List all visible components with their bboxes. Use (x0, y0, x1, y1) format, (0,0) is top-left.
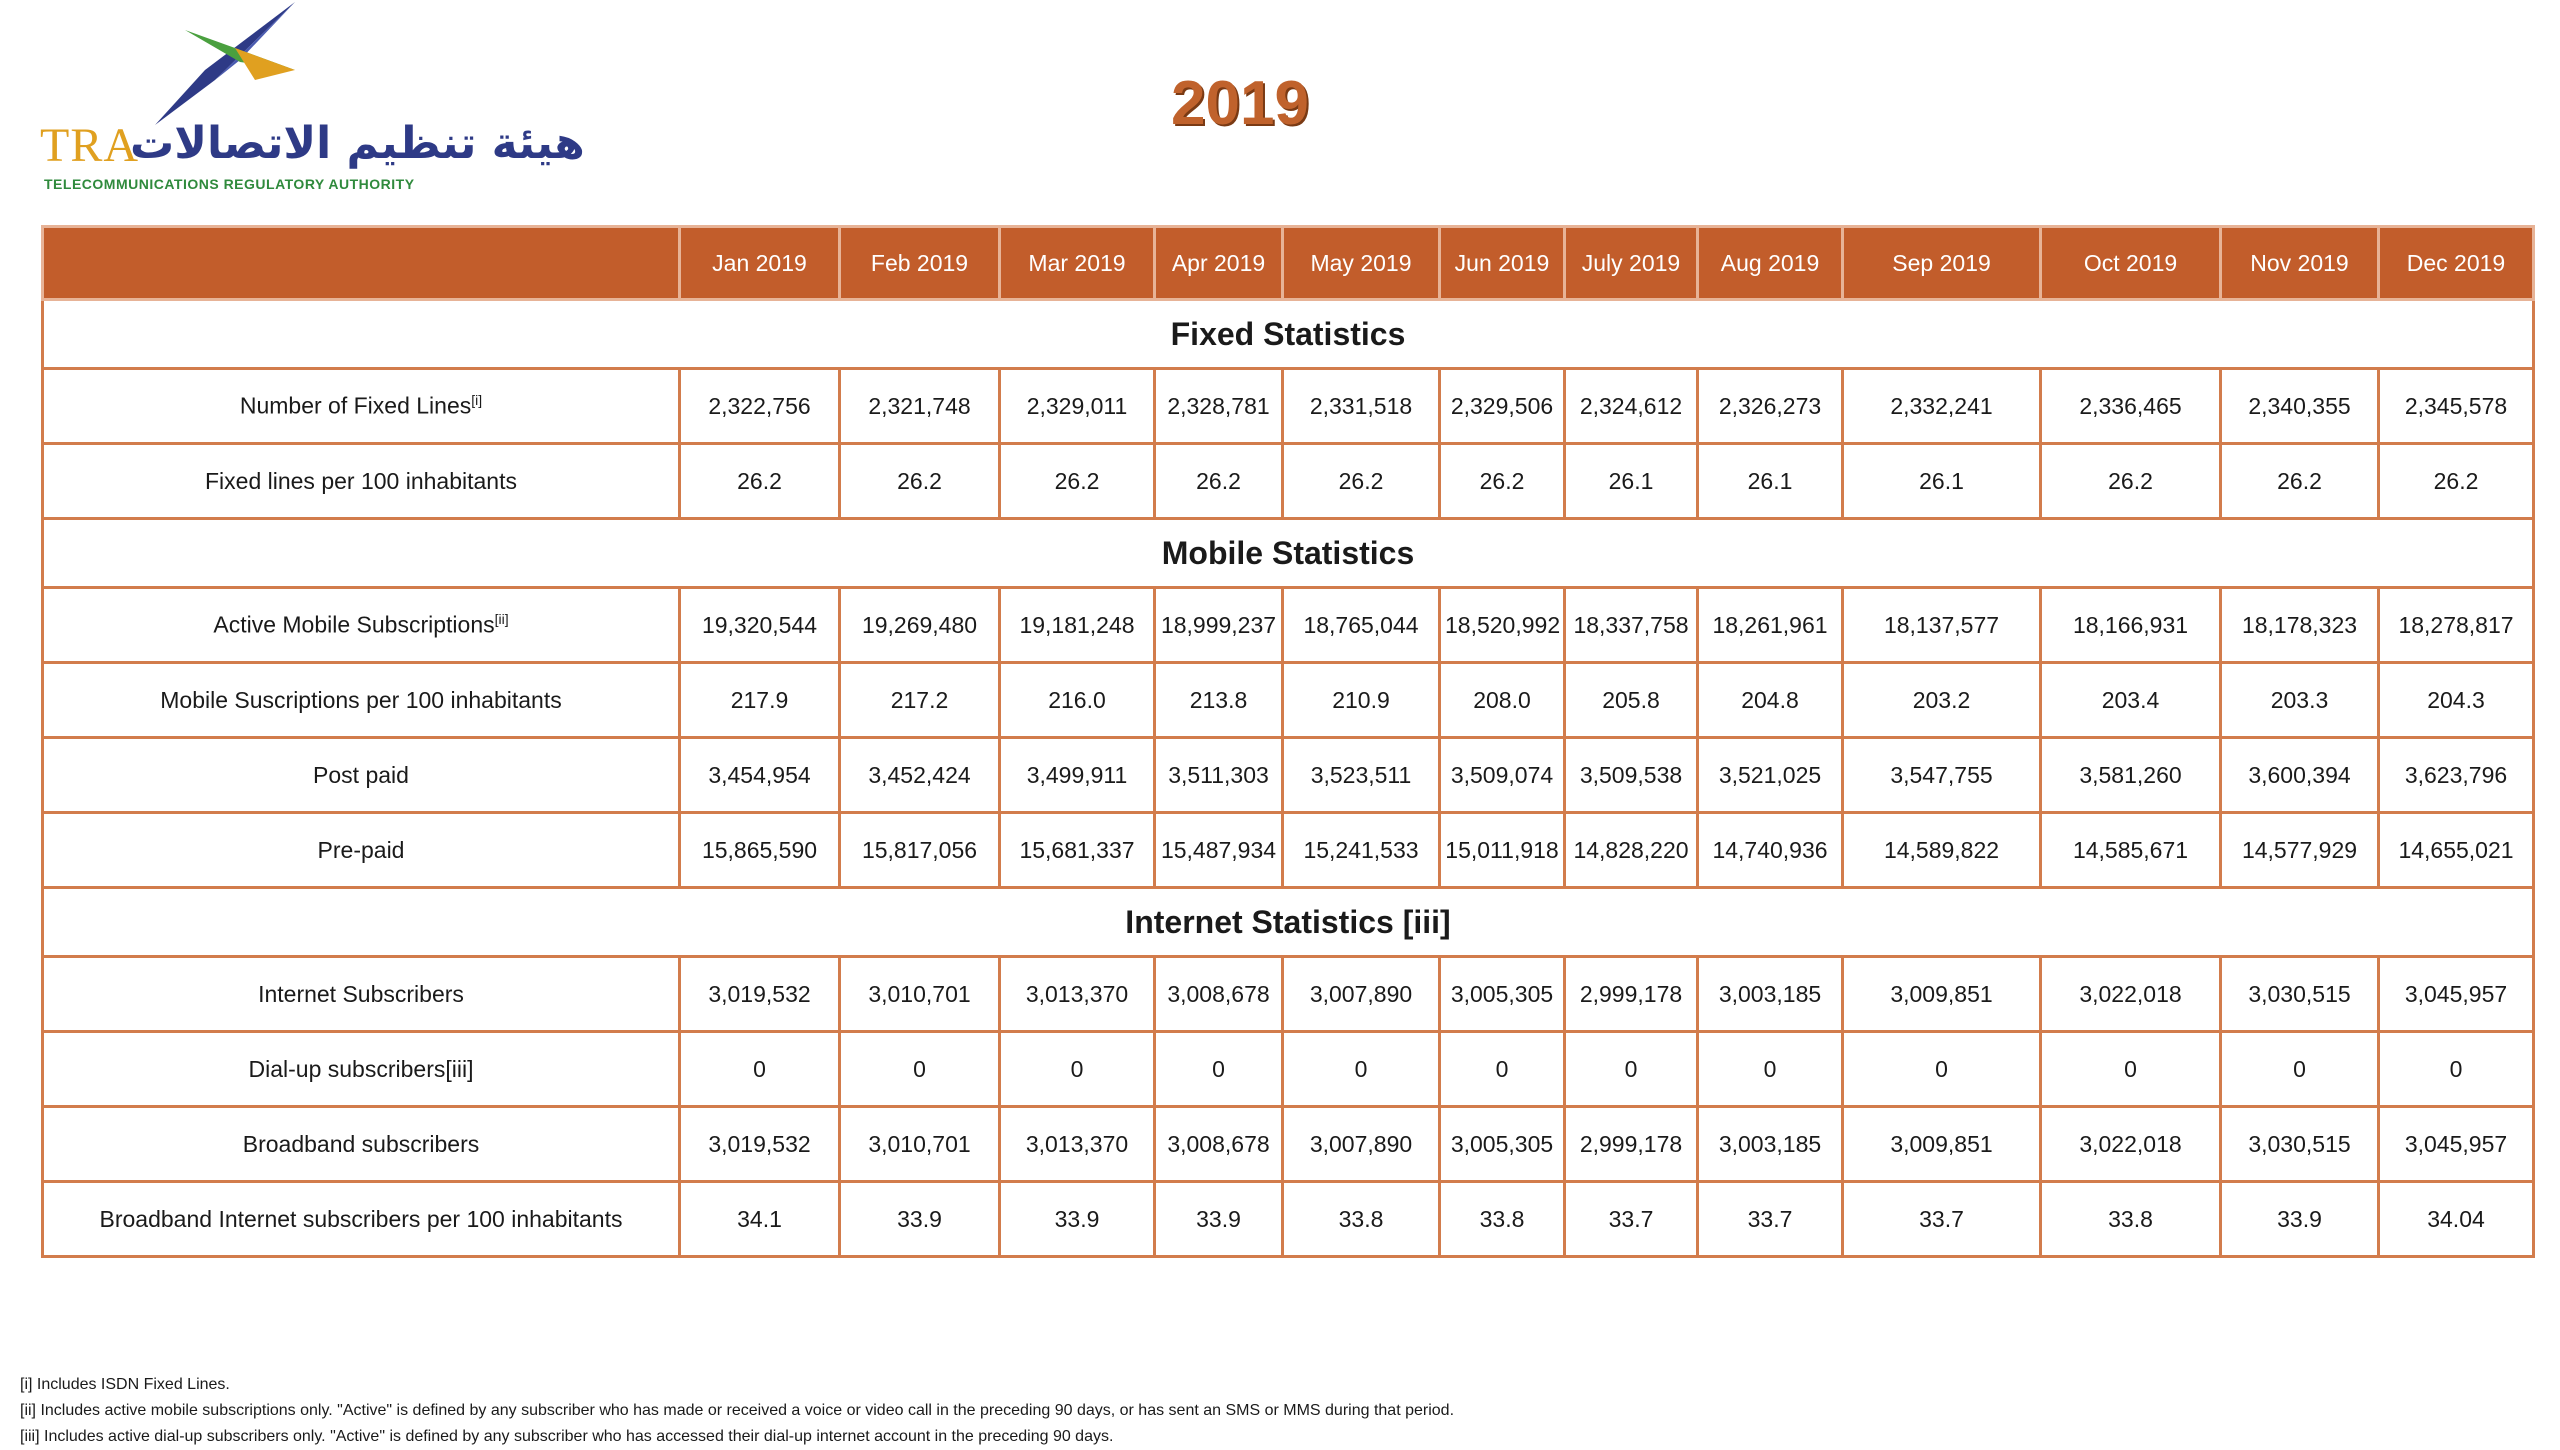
row-label: Mobile Suscriptions per 100 inhabitants (160, 686, 562, 713)
value-cell: 3,013,370 (1000, 957, 1155, 1032)
month-header: Nov 2019 (2221, 227, 2379, 300)
value-cell: 18,261,961 (1698, 588, 1843, 663)
value-cell: 14,577,929 (2221, 813, 2379, 888)
row-label: Broadband Internet subscribers per 100 inhabitants (99, 1205, 623, 1232)
value-cell: 26.1 (1843, 444, 2041, 519)
row-label-cell (43, 444, 680, 519)
value-cell: 2,332,241 (1843, 369, 2041, 444)
value-cell: 205.8 (1565, 663, 1698, 738)
value-cell: 26.2 (2221, 444, 2379, 519)
row-label-cell (43, 663, 680, 738)
footnotes (20, 1372, 1454, 1450)
value-cell: 3,030,515 (2221, 1107, 2379, 1182)
month-header: Feb 2019 (840, 227, 1000, 300)
value-cell: 3,022,018 (2041, 957, 2221, 1032)
value-cell: 3,454,954 (680, 738, 840, 813)
footnote-line: [ii] Includes active mobile subscriptions only. "Active" is defined by any subscriber who has made or received a voice or video call in the preceding 90 days, or has sent an SMS or MMS during that period. (20, 1402, 1455, 1419)
value-cell: 33.7 (1698, 1182, 1843, 1257)
value-cell: 3,009,851 (1843, 1107, 2041, 1182)
footnote-marker: [ii] (494, 611, 509, 628)
value-cell: 0 (1440, 1032, 1565, 1107)
value-cell: 33.9 (840, 1182, 1000, 1257)
value-cell: 18,166,931 (2041, 588, 2221, 663)
value-cell: 3,019,532 (680, 957, 840, 1032)
value-cell: 18,765,044 (1283, 588, 1440, 663)
value-cell: 3,521,025 (1698, 738, 1843, 813)
row-label-cell (43, 738, 680, 813)
value-cell: 14,589,822 (1843, 813, 2041, 888)
month-header: Oct 2019 (2041, 227, 2221, 300)
value-cell: 204.3 (2379, 663, 2534, 738)
value-cell: 33.7 (1565, 1182, 1698, 1257)
value-cell: 33.8 (1440, 1182, 1565, 1257)
month-header: July 2019 (1565, 227, 1698, 300)
row-label-cell (43, 1032, 680, 1107)
row-label-cell (43, 957, 680, 1032)
month-header: Mar 2019 (1000, 227, 1155, 300)
value-cell: 3,007,890 (1283, 957, 1440, 1032)
value-cell: 3,499,911 (1000, 738, 1155, 813)
value-cell: 3,509,074 (1440, 738, 1565, 813)
value-cell: 2,999,178 (1565, 957, 1698, 1032)
value-cell: 15,487,934 (1155, 813, 1283, 888)
table-row (43, 588, 2534, 663)
month-header: Apr 2019 (1155, 227, 1283, 300)
month-header: Jun 2019 (1440, 227, 1565, 300)
value-cell: 3,509,538 (1565, 738, 1698, 813)
value-cell: 33.7 (1843, 1182, 2041, 1257)
value-cell: 3,005,305 (1440, 957, 1565, 1032)
value-cell: 203.3 (2221, 663, 2379, 738)
table-row (43, 1032, 2534, 1107)
value-cell: 19,181,248 (1000, 588, 1155, 663)
value-cell: 216.0 (1000, 663, 1155, 738)
value-cell: 0 (1698, 1032, 1843, 1107)
value-cell: 0 (1283, 1032, 1440, 1107)
value-cell: 26.2 (2041, 444, 2221, 519)
value-cell: 0 (2041, 1032, 2221, 1107)
table-row (43, 813, 2534, 888)
value-cell: 3,005,305 (1440, 1107, 1565, 1182)
value-cell: 3,523,511 (1283, 738, 1440, 813)
value-cell: 2,328,781 (1155, 369, 1283, 444)
value-cell: 2,329,506 (1440, 369, 1565, 444)
value-cell: 26.2 (680, 444, 840, 519)
value-cell: 0 (1843, 1032, 2041, 1107)
value-cell: 26.1 (1698, 444, 1843, 519)
row-label-cell (43, 369, 680, 444)
row-label: Post paid (313, 761, 409, 788)
value-cell: 15,817,056 (840, 813, 1000, 888)
value-cell: 203.4 (2041, 663, 2221, 738)
section-title: Mobile Statistics (43, 519, 2534, 588)
value-cell: 33.9 (1000, 1182, 1155, 1257)
row-label-cell (43, 588, 680, 663)
value-cell: 15,681,337 (1000, 813, 1155, 888)
row-label-cell (43, 813, 680, 888)
value-cell: 2,336,465 (2041, 369, 2221, 444)
value-cell: 3,022,018 (2041, 1107, 2221, 1182)
value-cell: 15,011,918 (1440, 813, 1565, 888)
year-title: 2019 (1171, 69, 1309, 138)
value-cell: 34.04 (2379, 1182, 2534, 1257)
section-row (43, 300, 2534, 369)
value-cell: 0 (2379, 1032, 2534, 1107)
value-cell: 3,010,701 (840, 1107, 1000, 1182)
value-cell: 3,600,394 (2221, 738, 2379, 813)
logo-arabic-text: هيئة تنظيم الاتصالات (130, 118, 585, 169)
value-cell: 15,865,590 (680, 813, 840, 888)
section-title: Fixed Statistics (43, 300, 2534, 369)
value-cell: 3,452,424 (840, 738, 1000, 813)
value-cell: 2,324,612 (1565, 369, 1698, 444)
row-label: Number of Fixed Lines (239, 392, 472, 419)
value-cell: 2,999,178 (1565, 1107, 1698, 1182)
header-blank-cell (43, 227, 680, 300)
value-cell: 18,137,577 (1843, 588, 2041, 663)
row-label: Internet Subscribers (258, 980, 464, 1007)
value-cell: 15,241,533 (1283, 813, 1440, 888)
month-header: Jan 2019 (680, 227, 840, 300)
value-cell: 203.2 (1843, 663, 2041, 738)
row-label: Active Mobile Subscriptions (213, 611, 495, 638)
value-cell: 3,019,532 (680, 1107, 840, 1182)
value-cell: 3,008,678 (1155, 1107, 1283, 1182)
row-label-cell (43, 1182, 680, 1257)
value-cell: 217.9 (680, 663, 840, 738)
value-cell: 19,269,480 (840, 588, 1000, 663)
footnote-marker: [i] (471, 392, 483, 409)
month-header: Dec 2019 (2379, 227, 2534, 300)
footnote-line: [iii] Includes active dial-up subscribers only. "Active" is defined by any subscriber who has accessed their dial-up internet account in the preceding 90 days. (20, 1428, 1114, 1445)
row-label: Dial-up subscribers[iii] (248, 1055, 474, 1082)
value-cell: 34.1 (680, 1182, 840, 1257)
value-cell: 33.8 (2041, 1182, 2221, 1257)
value-cell: 3,003,185 (1698, 1107, 1843, 1182)
row-label: Pre-paid (317, 836, 405, 863)
value-cell: 18,278,817 (2379, 588, 2534, 663)
value-cell: 33.8 (1283, 1182, 1440, 1257)
value-cell: 0 (2221, 1032, 2379, 1107)
table-row (43, 1182, 2534, 1257)
value-cell: 0 (1155, 1032, 1283, 1107)
value-cell: 3,007,890 (1283, 1107, 1440, 1182)
value-cell: 19,320,544 (680, 588, 840, 663)
value-cell: 2,329,011 (1000, 369, 1155, 444)
value-cell: 14,828,220 (1565, 813, 1698, 888)
table-row (43, 663, 2534, 738)
value-cell: 0 (1565, 1032, 1698, 1107)
value-cell: 26.2 (1283, 444, 1440, 519)
value-cell: 213.8 (1155, 663, 1283, 738)
table-row (43, 957, 2534, 1032)
value-cell: 3,045,957 (2379, 957, 2534, 1032)
section-row (43, 519, 2534, 588)
footnote-line: [i] Includes ISDN Fixed Lines. (20, 1376, 230, 1393)
value-cell: 0 (680, 1032, 840, 1107)
value-cell: 3,010,701 (840, 957, 1000, 1032)
header-row (43, 227, 2534, 300)
table-row (43, 1107, 2534, 1182)
value-cell: 204.8 (1698, 663, 1843, 738)
value-cell: 3,623,796 (2379, 738, 2534, 813)
value-cell: 3,581,260 (2041, 738, 2221, 813)
value-cell: 14,585,671 (2041, 813, 2221, 888)
logo-subtitle: TELECOMMUNICATIONS REGULATORY AUTHORITY (44, 176, 415, 192)
value-cell: 2,326,273 (1698, 369, 1843, 444)
value-cell: 26.1 (1565, 444, 1698, 519)
statistics-table (41, 225, 2535, 1258)
value-cell: 2,321,748 (840, 369, 1000, 444)
value-cell: 0 (1000, 1032, 1155, 1107)
value-cell: 26.2 (1440, 444, 1565, 519)
month-header: Aug 2019 (1698, 227, 1843, 300)
value-cell: 3,013,370 (1000, 1107, 1155, 1182)
value-cell: 26.2 (1155, 444, 1283, 519)
month-header: Sep 2019 (1843, 227, 2041, 300)
value-cell: 33.9 (1155, 1182, 1283, 1257)
value-cell: 3,003,185 (1698, 957, 1843, 1032)
value-cell: 3,511,303 (1155, 738, 1283, 813)
value-cell: 208.0 (1440, 663, 1565, 738)
value-cell: 2,322,756 (680, 369, 840, 444)
value-cell: 2,331,518 (1283, 369, 1440, 444)
value-cell: 2,340,355 (2221, 369, 2379, 444)
value-cell: 3,030,515 (2221, 957, 2379, 1032)
tra-logo (40, 0, 585, 200)
value-cell: 26.2 (840, 444, 1000, 519)
table-row (43, 738, 2534, 813)
value-cell: 14,740,936 (1698, 813, 1843, 888)
section-title: Internet Statistics [iii] (43, 888, 2534, 957)
value-cell: 26.2 (2379, 444, 2534, 519)
section-row (43, 888, 2534, 957)
row-label-cell (43, 1107, 680, 1182)
value-cell: 210.9 (1283, 663, 1440, 738)
table-row (43, 369, 2534, 444)
row-label: Broadband subscribers (242, 1130, 480, 1157)
month-header: May 2019 (1283, 227, 1440, 300)
logo-tra-text: TRA (40, 119, 139, 172)
value-cell: 26.2 (1000, 444, 1155, 519)
tra-emblem-icon (145, 0, 305, 130)
value-cell: 2,345,578 (2379, 369, 2534, 444)
value-cell: 33.9 (2221, 1182, 2379, 1257)
value-cell: 14,655,021 (2379, 813, 2534, 888)
value-cell: 18,520,992 (1440, 588, 1565, 663)
value-cell: 217.2 (840, 663, 1000, 738)
value-cell: 3,008,678 (1155, 957, 1283, 1032)
value-cell: 3,009,851 (1843, 957, 2041, 1032)
value-cell: 18,178,323 (2221, 588, 2379, 663)
value-cell: 3,547,755 (1843, 738, 2041, 813)
value-cell: 18,337,758 (1565, 588, 1698, 663)
value-cell: 18,999,237 (1155, 588, 1283, 663)
table-row (43, 444, 2534, 519)
value-cell: 3,045,957 (2379, 1107, 2534, 1182)
value-cell: 0 (840, 1032, 1000, 1107)
row-label: Fixed lines per 100 inhabitants (205, 467, 517, 494)
